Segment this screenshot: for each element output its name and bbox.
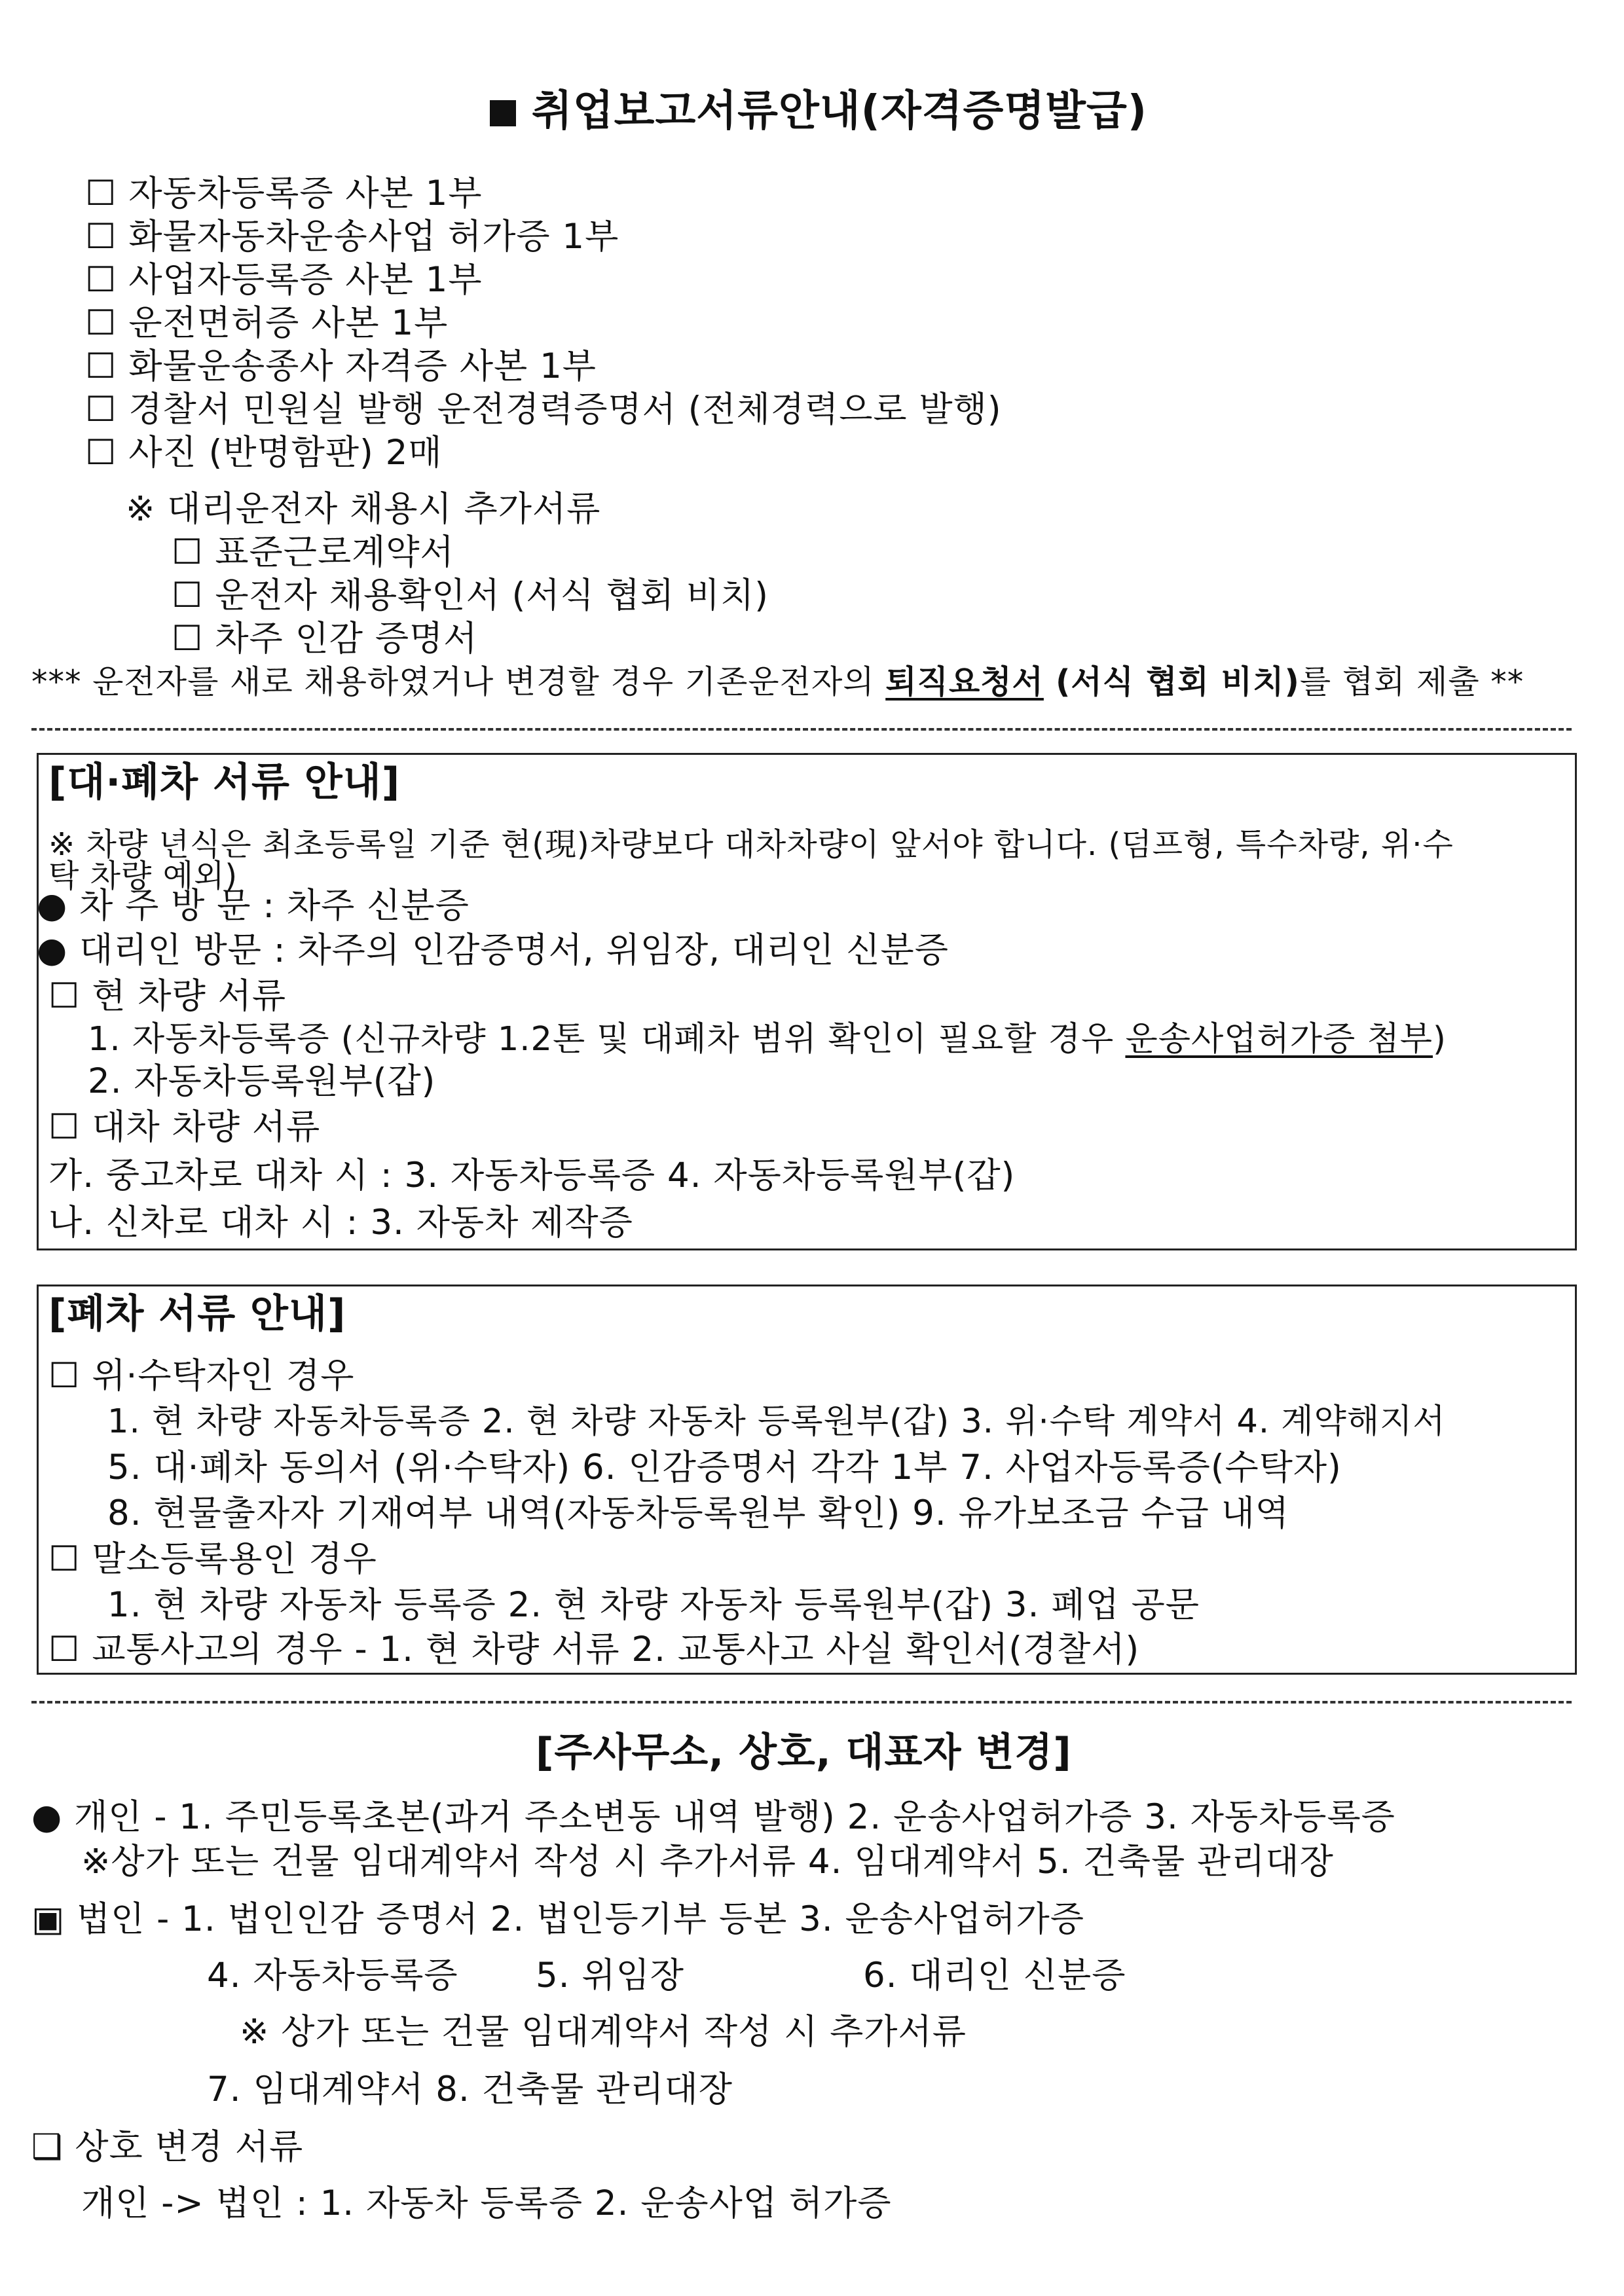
current-vehicle-heading: ☐ 현 차량 서류	[48, 976, 287, 1016]
cancel-line: 1. 현 차량 자동차 등록증 2. 현 차량 자동차 등록원부(갑) 3. 폐업 공문	[107, 1585, 1200, 1625]
corp-note: ※ 상가 또는 건물 임대계약서 작성 시 추가서류	[240, 2012, 967, 2052]
notice-emphasis: 퇴직요청서	[885, 663, 1044, 701]
proxy-driver-item: ☐ 차주 인감 증명서	[172, 619, 478, 659]
employment-item: ☐ 사업자등록증 사본 1부	[85, 260, 483, 300]
replace-section-title: [대·폐차 서류 안내]	[48, 759, 401, 805]
current-item-emphasis: 운송사업허가증 첨부	[1125, 1020, 1433, 1059]
notice-emphasis-2: (서식 협회 비치)	[1043, 663, 1300, 701]
consign-line: 8. 현물출자자 기재여부 내역(자동차등록원부 확인) 9. 유가보조금 수급 내역	[107, 1493, 1290, 1533]
employment-item: ☐ 경찰서 민원실 발행 운전경력증명서 (전체경력으로 발행)	[85, 390, 1002, 429]
consign-line: 1. 현 차량 자동차등록증 2. 현 차량 자동차 등록원부(갑) 3. 위·수탁 계약서 4. 계약해지서	[107, 1402, 1446, 1441]
employment-item: ☐ 운전면허증 사본 1부	[85, 303, 449, 343]
corp-item: 7. 임대계약서 8. 건축물 관리대장	[207, 2069, 733, 2109]
notice-suffix: 를 협회 제출 **	[1299, 663, 1524, 701]
vehicle-year-note: 탁 차량 예외)	[48, 858, 238, 894]
owner-visit: ● 차 주 방 문 : 차주 신분증	[37, 886, 470, 926]
corp-item: 6. 대리인 신분증	[863, 1956, 1126, 1995]
current-vehicle-item: 2. 자동차등록원부(갑)	[88, 1061, 436, 1101]
proxy-driver-item: ☐ 표준근로계약서	[172, 532, 454, 572]
corp-line: ▣ 법인 - 1. 법인인감 증명서 2. 법인등기부 등본 3. 운송사업허가증	[31, 1899, 1084, 1939]
divider	[31, 1701, 1572, 1704]
current-vehicle-item	[88, 1019, 1447, 1061]
divider	[31, 728, 1572, 731]
proxy-driver-heading: ※ 대리운전자 채용시 추가서류	[126, 489, 601, 529]
corp-item: 5. 위임장	[536, 1956, 685, 1995]
used-car-line: 가. 중고차로 대차 시 : 3. 자동차등록증 4. 자동차등록원부(갑)	[48, 1156, 1016, 1195]
page-title: 취업보고서류안내(자격증명발급)	[490, 85, 1147, 137]
corp-item: 4. 자동차등록증	[207, 1956, 458, 1995]
employment-item: ☐ 화물운송종사 자격증 사본 1부	[85, 346, 597, 386]
consign-heading: ☐ 위·수탁자인 경우	[48, 1356, 355, 1396]
name-change-heading: ❑ 상호 변경 서류	[31, 2127, 304, 2167]
vehicle-year-note: ※ 차량 년식은 최초등록일 기준 현(現)차량보다 대차차량이 앞서야 합니다. (덤프형, 특수차량, 위·수	[48, 826, 1454, 863]
consign-line: 5. 대·폐차 동의서 (위·수탁자) 6. 인감증명서 각각 1부 7. 사업자등록증(수탁자)	[107, 1448, 1342, 1487]
change-section-title: [주사무소, 상호, 대표자 변경]	[536, 1730, 1072, 1776]
name-change-line: 개인 -> 법인 : 1. 자동차 등록증 2. 운송사업 허가증	[81, 2183, 892, 2223]
employment-item: ☐ 화물자동차운송사업 허가증 1부	[85, 217, 619, 257]
individual-line: ● 개인 - 1. 주민등록초본(과거 주소변동 내역 발행) 2. 운송사업허가증 3. 자동차등록증	[31, 1797, 1395, 1837]
replace-vehicle-heading: ☐ 대차 차량 서류	[48, 1107, 321, 1147]
cancel-heading: ☐ 말소등록용인 경우	[48, 1539, 377, 1579]
current-item-suffix: )	[1433, 1020, 1447, 1059]
agent-visit: ● 대리인 방문 : 차주의 인감증명서, 위임장, 대리인 신분증	[37, 930, 949, 970]
notice-text: *** 운전자를 새로 채용하였거나 변경할 경우 기존운전자의	[31, 663, 886, 701]
proxy-driver-item: ☐ 운전자 채용확인서 (서식 협회 비치)	[172, 575, 769, 615]
employment-item: ☐ 사진 (반명함판) 2매	[85, 433, 443, 473]
accident-line: ☐ 교통사고의 경우 - 1. 현 차량 서류 2. 교통사고 사실 확인서(경찰서)	[48, 1630, 1140, 1669]
current-item-text: 1. 자동차등록증 (신규차량 1.2톤 및 대폐차 범위 확인이 필요할 경우	[88, 1020, 1126, 1059]
scrap-section-title: [폐차 서류 안내]	[48, 1291, 346, 1337]
individual-note: ※상가 또는 건물 임대계약서 작성 시 추가서류 4. 임대계약서 5. 건축물 관리대장	[81, 1842, 1334, 1882]
employment-item: ☐ 자동차등록증 사본 1부	[85, 173, 483, 213]
black-square-icon	[490, 100, 516, 126]
retirement-notice	[31, 661, 1524, 703]
new-car-line: 나. 신차로 대차 시 : 3. 자동차 제작증	[48, 1203, 633, 1243]
